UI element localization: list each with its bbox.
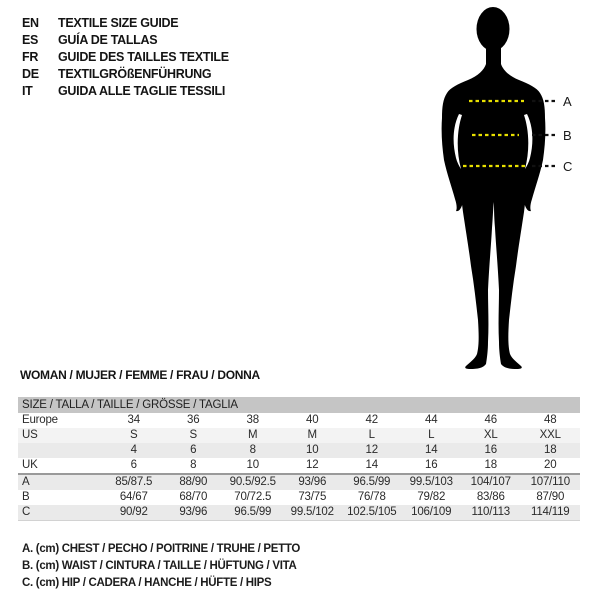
table-cell: M xyxy=(248,429,258,441)
row-label xyxy=(18,443,104,458)
silhouette-body xyxy=(442,44,546,369)
table-row xyxy=(18,443,580,458)
size-table-header: SIZE / TALLA / TAILLE / GRÖSSE / TAGLIA xyxy=(18,397,580,413)
table-bottom-border xyxy=(18,520,580,521)
table-row xyxy=(18,413,580,428)
language-row xyxy=(22,83,229,100)
table-cell: 18 xyxy=(484,459,497,471)
table-cell: 73/75 xyxy=(298,491,327,503)
table-cell: S xyxy=(189,429,197,441)
table-cell: 93/96 xyxy=(298,476,327,488)
language-row xyxy=(22,66,229,83)
table-cell: 87/90 xyxy=(536,491,565,503)
table-cell: 90/92 xyxy=(119,506,148,518)
language-list xyxy=(22,15,229,100)
table-cell: 44 xyxy=(425,414,438,426)
measurement-legend xyxy=(22,541,300,592)
language-label: GUÍA DE TALLAS xyxy=(58,33,158,47)
table-cell: 12 xyxy=(365,444,378,456)
table-cell: 6 xyxy=(130,459,137,471)
table-cell: 85/87.5 xyxy=(115,476,153,488)
size-table-body xyxy=(18,413,580,520)
table-cell: 8 xyxy=(249,444,256,456)
table-cell: XXL xyxy=(539,429,561,441)
table-cell: 106/109 xyxy=(411,506,452,518)
language-label: GUIDA ALLE TAGLIE TESSILI xyxy=(58,84,226,98)
table-cell: 16 xyxy=(425,459,438,471)
table-cell: 90.5/92.5 xyxy=(229,476,276,488)
size-table xyxy=(18,397,580,521)
table-cell: 46 xyxy=(484,414,497,426)
table-row xyxy=(18,458,580,473)
table-cell: M xyxy=(307,429,317,441)
table-cell: 96.5/99 xyxy=(353,476,391,488)
table-cell: 10 xyxy=(306,444,319,456)
table-cell: 79/82 xyxy=(417,491,446,503)
woman-silhouette-figure xyxy=(410,0,600,375)
language-code: DE xyxy=(22,67,39,81)
table-row xyxy=(18,505,580,520)
table-row xyxy=(18,428,580,443)
table-cell: 88/90 xyxy=(179,476,208,488)
table-cell: 12 xyxy=(306,459,319,471)
legend-line: C. (cm) HIP / CADERA / HANCHE / HÜFTE / HIPS xyxy=(22,577,272,589)
row-label: A xyxy=(22,476,30,488)
table-cell: 14 xyxy=(425,444,438,456)
table-cell: 38 xyxy=(246,414,259,426)
waist-label: B xyxy=(563,128,572,143)
language-code: FR xyxy=(22,50,39,64)
table-cell: 48 xyxy=(544,414,557,426)
table-row xyxy=(18,475,580,490)
table-cell: 6 xyxy=(190,444,197,456)
language-label: TEXTILE SIZE GUIDE xyxy=(58,16,179,30)
language-code: ES xyxy=(22,33,39,47)
row-label: C xyxy=(22,506,31,518)
category-title: WOMAN / MUJER / FEMME / FRAU / DONNA xyxy=(20,368,260,382)
language-row xyxy=(22,15,229,32)
legend-line: B. (cm) WAIST / CINTURA / TAILLE / HÜFTUNG / VITA xyxy=(22,560,297,572)
legend-line: A. (cm) CHEST / PECHO / POITRINE / TRUHE / PETTO xyxy=(22,543,301,555)
language-code: IT xyxy=(22,84,33,98)
table-cell: 93/96 xyxy=(179,506,208,518)
table-cell: L xyxy=(368,429,375,441)
table-cell: 83/86 xyxy=(476,491,505,503)
woman-silhouette-svg xyxy=(410,0,600,375)
table-cell: 16 xyxy=(484,444,497,456)
table-cell: 104/107 xyxy=(470,476,511,488)
row-label: US xyxy=(22,429,38,441)
language-row xyxy=(22,49,229,66)
table-cell: XL xyxy=(483,429,498,441)
row-label: UK xyxy=(22,459,38,471)
language-label: GUIDE DES TAILLES TEXTILE xyxy=(58,50,229,64)
table-cell: 4 xyxy=(130,444,137,456)
table-cell: 99.5/103 xyxy=(409,476,453,488)
row-label: B xyxy=(22,491,30,503)
table-cell: 114/119 xyxy=(531,506,570,518)
table-cell: 42 xyxy=(365,414,378,426)
row-label: Europe xyxy=(22,414,58,426)
table-cell: 99.5/102 xyxy=(290,506,334,518)
table-cell: 14 xyxy=(365,459,378,471)
table-cell: 102.5/105 xyxy=(347,506,397,518)
language-code: EN xyxy=(22,16,39,30)
table-row xyxy=(18,490,580,505)
table-cell: 18 xyxy=(544,444,557,456)
hip-label: C xyxy=(563,159,573,174)
table-cell: 64/67 xyxy=(119,491,148,503)
table-cell: 40 xyxy=(306,414,319,426)
table-cell: 107/110 xyxy=(530,476,570,488)
table-cell: 110/113 xyxy=(471,506,510,518)
table-cell: 70/72.5 xyxy=(234,491,272,503)
table-cell: 96.5/99 xyxy=(234,506,272,518)
table-cell: 36 xyxy=(187,414,200,426)
language-row xyxy=(22,32,229,49)
table-cell: 68/70 xyxy=(179,491,208,503)
table-cell: 10 xyxy=(246,459,259,471)
language-label: TEXTILGRÖßENFÜHRUNG xyxy=(58,67,212,81)
table-cell: S xyxy=(130,429,138,441)
table-cell: 76/78 xyxy=(357,491,386,503)
table-cell: 34 xyxy=(127,414,140,426)
table-cell: 8 xyxy=(190,459,197,471)
table-cell: L xyxy=(428,429,435,441)
table-cell: 20 xyxy=(544,459,557,471)
chest-label: A xyxy=(563,94,572,109)
